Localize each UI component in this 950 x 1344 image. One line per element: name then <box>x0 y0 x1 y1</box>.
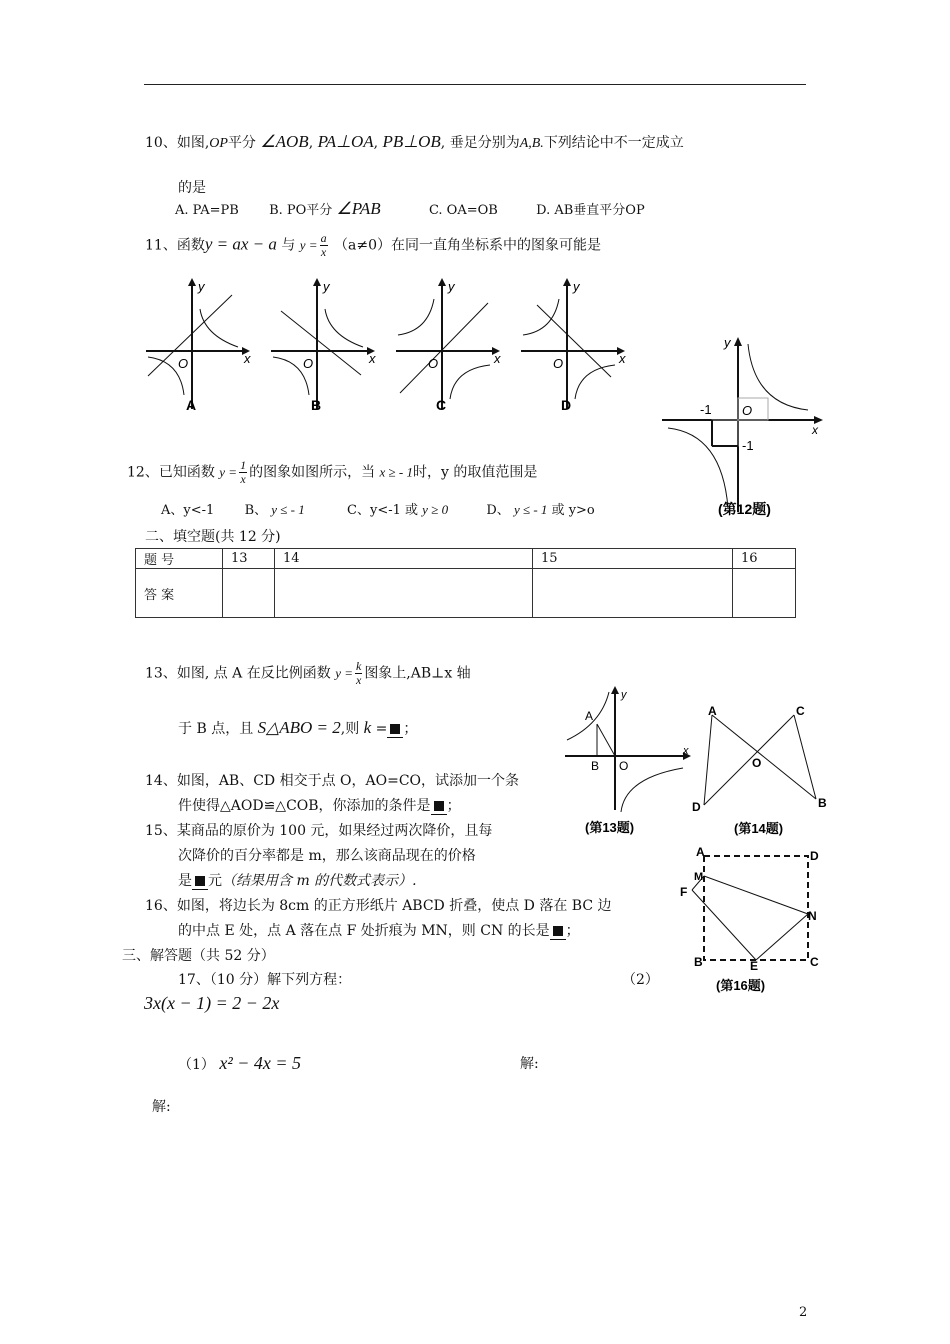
svg-text:y: y <box>621 689 627 701</box>
blank-marker-icon <box>390 724 400 734</box>
svg-text:B: B <box>591 759 600 773</box>
svg-text:D: D <box>561 397 572 413</box>
answer-cell-15[interactable] <box>533 569 733 618</box>
svg-text:y: y <box>448 279 455 294</box>
q10-option-c: C. OA=OB <box>428 203 498 218</box>
q14-figure <box>690 703 835 840</box>
svg-text:C: C <box>810 955 819 969</box>
svg-text:D: D <box>810 849 819 863</box>
q16-line1: 16、如图，将边长为 8cm 的正方形纸片 ABCD 折叠，使点 D 落在 BC 边 <box>145 898 612 914</box>
answer-table-col-14: 14 <box>275 549 533 569</box>
svg-text:(第14题): (第14题) <box>734 821 784 836</box>
svg-text:O: O <box>742 403 753 418</box>
q12-option-a: A、y<-1 <box>161 503 215 518</box>
svg-text:y: y <box>573 279 580 294</box>
answer-table-head-label: 题 号 <box>136 549 223 569</box>
svg-text:M: M <box>694 871 704 883</box>
q10-option-b: B. PO平分 ∠PAB <box>269 199 381 218</box>
answer-table <box>135 548 796 618</box>
blank-marker-icon <box>434 801 444 811</box>
svg-text:(第13题): (第13题) <box>585 820 635 835</box>
svg-text:A: A <box>585 709 594 723</box>
q17-label: 17、（10 分）解下列方程： <box>178 972 352 988</box>
q14-line2: 件使得△AOD≌△COB，你添加的条件是 ； <box>178 798 461 814</box>
blank-marker-icon <box>195 876 205 886</box>
q17-part2-label: （2） <box>622 972 659 988</box>
answer-table-col-13: 13 <box>223 549 275 569</box>
svg-text:y: y <box>724 335 731 350</box>
q17-part2-equation: 3x(x − 1) = 2 − 2x <box>144 993 280 1013</box>
svg-text:E: E <box>750 959 759 973</box>
svg-text:x: x <box>244 351 251 366</box>
svg-text:(第12题): (第12题) <box>718 501 771 517</box>
svg-text:O: O <box>303 356 314 371</box>
q17-solve-left: 解: <box>152 1099 171 1115</box>
svg-text:A: A <box>708 704 717 718</box>
q12-option-c: C、y<-1 或 y ≥ 0 <box>347 502 449 518</box>
svg-text:x: x <box>369 351 376 366</box>
q12-option-d: D、 y ≤ - 1 或 y>o <box>486 502 595 518</box>
svg-text:x: x <box>494 351 501 366</box>
blank-marker-icon <box>553 926 563 936</box>
q13-line2: 于 B 点，且 S△ABO = 2,则 k = ； <box>178 718 418 737</box>
q13-figure <box>561 682 696 840</box>
svg-text:x: x <box>619 351 626 366</box>
q15-line1: 15、某商品的原价为 100 元，如果经过两次降价，且每 <box>145 823 493 839</box>
svg-text:O: O <box>619 759 629 773</box>
q15-line2: 次降价的百分率都是 m，那么该商品现在的价格 <box>178 848 476 864</box>
q11-graph-d <box>521 278 626 413</box>
svg-text:N: N <box>808 909 817 923</box>
svg-text:-1: -1 <box>742 438 754 453</box>
q10-line2: 的是 <box>178 180 206 196</box>
q10-options <box>175 199 645 219</box>
answer-table-answer-label: 答 案 <box>136 569 223 618</box>
answer-table-col-15: 15 <box>533 549 733 569</box>
q10-option-d: D. AB垂直平分OP <box>536 203 645 218</box>
svg-text:y: y <box>323 279 330 294</box>
svg-text:O: O <box>752 756 762 770</box>
q17-part1: （1） x² − 4x = 5 <box>178 1053 302 1073</box>
svg-text:A: A <box>696 845 705 859</box>
svg-text:B: B <box>694 955 703 969</box>
q10-option-a: A. PA=PB <box>175 203 239 218</box>
q16-answer-blank[interactable] <box>550 923 566 940</box>
svg-text:C: C <box>436 397 447 413</box>
q14-answer-blank[interactable] <box>431 798 447 815</box>
svg-text:y: y <box>198 279 205 294</box>
svg-text:x: x <box>683 745 689 757</box>
q16-line2: 的中点 E 处，点 A 落在点 F 处折痕为 MN，则 CN 的长是 ； <box>178 923 580 939</box>
section3-title: 三、解答题（共 52 分） <box>122 948 275 964</box>
q15-line3: 是 元（结果用含 m 的代数式表示）. <box>178 873 417 889</box>
svg-text:B: B <box>311 397 322 413</box>
q11-graph-b <box>271 278 376 413</box>
svg-text:C: C <box>796 704 805 718</box>
q11-graphs <box>140 275 640 420</box>
q12-option-b: B、 y ≤ - 1 <box>244 502 305 518</box>
svg-text:A: A <box>186 397 197 413</box>
q11-stem: 11、函数y = ax − a 与 y = $\frac{a}{x}$ （a≠0）在同一直角坐标系中的图象可能是 <box>145 231 602 259</box>
q13-line1: 13、如图, 点 A 在反比例函数 y = $\frac{k}{x}$ 图象上,AB⊥x 轴 <box>145 659 471 687</box>
svg-text:B: B <box>818 796 827 810</box>
svg-text:(第16题): (第16题) <box>716 978 766 993</box>
q12-stem: 12、已知函数 y = $\frac{1}{x}$ 的图象如图所示，当 x ≥ - 1时，y 的取值范围是 <box>127 458 538 486</box>
svg-text:O: O <box>178 356 189 371</box>
svg-text:-1: -1 <box>700 402 712 417</box>
header-rule <box>144 84 806 85</box>
svg-text:O: O <box>553 356 564 371</box>
answer-cell-13[interactable] <box>223 569 275 618</box>
answer-cell-16[interactable] <box>733 569 796 618</box>
svg-text:O: O <box>428 356 439 371</box>
section2-title: 二、填空题(共 12 分) <box>145 529 281 545</box>
svg-text:D: D <box>692 800 701 814</box>
q12-options <box>161 499 595 518</box>
page-number: 2 <box>799 1305 808 1320</box>
q16-figure <box>676 842 826 997</box>
q11-graph-a <box>146 278 251 413</box>
q11-graph-c <box>396 278 501 413</box>
q10-line1: 10、如图,OP平分 ∠AOB, PA⊥OA, PB⊥OB, 垂足分别为A,B.下列结论中不一定成立 <box>145 132 684 151</box>
answer-table-col-16: 16 <box>733 549 796 569</box>
svg-text:x: x <box>812 423 818 437</box>
q14-line1: 14、如图，AB、CD 相交于点 O，AO=CO，试添加一个条 <box>145 773 520 789</box>
answer-cell-14[interactable] <box>275 569 533 618</box>
q12-figure <box>658 332 828 522</box>
svg-text:F: F <box>680 885 688 899</box>
q13-answer-blank[interactable] <box>387 721 403 738</box>
q15-answer-blank[interactable] <box>192 873 208 890</box>
q17-solve-right: 解: <box>520 1056 539 1072</box>
